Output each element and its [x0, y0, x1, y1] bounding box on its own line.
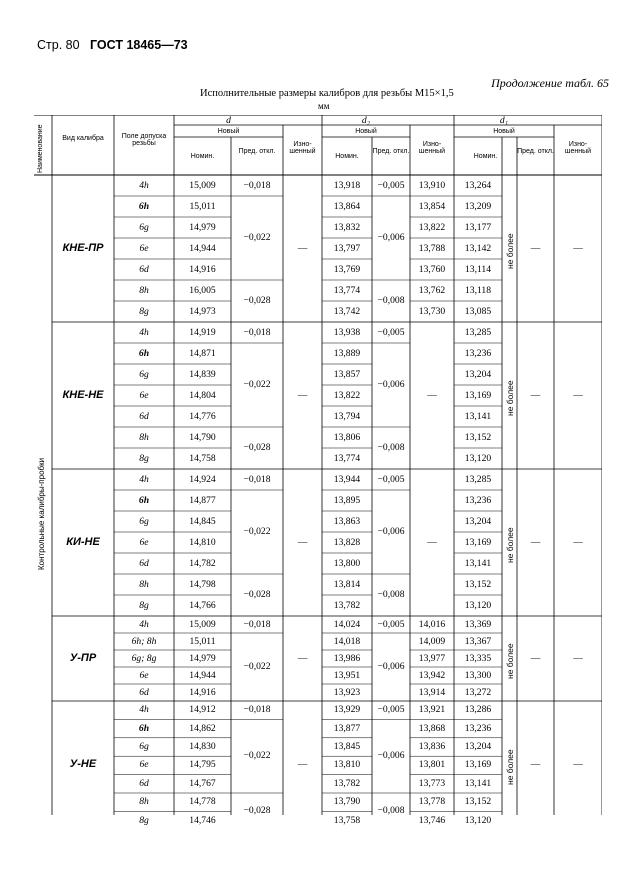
- d1-nominal-cell: 13,204: [464, 368, 492, 380]
- d1-nominal-cell: 13,085: [464, 305, 492, 317]
- d-nominal-cell: 14,839: [189, 368, 216, 380]
- d-nominal-cell: 14,766: [189, 599, 216, 611]
- d-worn-dash: —: [297, 759, 308, 771]
- d2-nominal-cell: 13,782: [333, 777, 361, 789]
- d1-max-note: не более: [505, 749, 515, 786]
- d1-max-note: не более: [505, 526, 515, 563]
- d2-worn-cell: 13,977: [418, 652, 446, 664]
- d1-nominal-cell: 13,114: [464, 263, 492, 275]
- section-label: Контрольные калибры-пробки: [37, 457, 46, 570]
- d-nominal-cell: 14,862: [189, 722, 216, 734]
- d2-nominal-cell: 13,923: [333, 686, 361, 698]
- d2-deviation-cell: −0,008: [377, 442, 405, 453]
- tolerance-cell: 6d: [139, 686, 149, 698]
- d-deviation-cell: −0,018: [243, 704, 271, 716]
- d-nominal-cell: 14,795: [189, 759, 216, 771]
- d-nominal-cell: 14,979: [189, 221, 216, 233]
- d2-deviation-cell: −0,005: [377, 618, 405, 630]
- d1-nominal-cell: 13,236: [464, 494, 492, 506]
- d-nominal-cell: 14,979: [189, 652, 216, 664]
- d2-deviation-cell: −0,006: [377, 661, 405, 672]
- d1-nominal-cell: 13,335: [464, 652, 492, 664]
- d2-worn-cell: 14,016: [418, 618, 446, 630]
- tolerance-cell: 4h: [139, 473, 149, 485]
- d-worn-dash: —: [297, 389, 308, 401]
- tolerance-cell: 6h: [138, 494, 150, 506]
- d1-worn-dash: —: [573, 652, 583, 664]
- tolerance-cell: 4h: [139, 618, 149, 630]
- d2-nominal-cell: 13,857: [333, 368, 361, 380]
- d2-worn-cell: 13,910: [418, 179, 446, 191]
- d-nominal-cell: 14,924: [189, 473, 216, 485]
- d-nominal-cell: 14,790: [189, 431, 216, 443]
- d1-nominal-cell: 13,169: [464, 536, 492, 548]
- tolerance-cell: 4h: [139, 704, 149, 716]
- d1-nominal-cell: 13,141: [464, 777, 492, 789]
- d-nominal-cell: 15,011: [189, 635, 216, 647]
- d-nominal-cell: 14,804: [189, 389, 216, 401]
- page-header-left: [37, 38, 188, 52]
- d2-nominal-cell: 13,790: [333, 796, 361, 808]
- tolerance-cell: 6e: [139, 669, 149, 681]
- column-header-nominal-2: Номин.: [473, 153, 498, 160]
- d2-nominal-cell: 13,782: [333, 599, 361, 611]
- d1-nominal-cell: 13,169: [464, 759, 492, 771]
- d2-worn-cell: 13,921: [418, 704, 446, 716]
- column-header-d2: d₂: [361, 115, 371, 126]
- d2-nominal-cell: 14,024: [333, 618, 361, 630]
- d2-deviation-cell: −0,006: [377, 379, 405, 390]
- d2-nominal-cell: 13,864: [333, 200, 361, 212]
- d2-worn-cell: 13,836: [418, 741, 446, 752]
- d1-deviation-dash: —: [530, 242, 541, 254]
- d-nominal-cell: 14,746: [189, 814, 216, 826]
- d2-nominal-cell: 13,929: [333, 704, 361, 716]
- tolerance-cell: 6e: [139, 759, 149, 771]
- d-nominal-cell: 14,877: [189, 494, 216, 506]
- d-nominal-cell: 14,944: [189, 669, 216, 681]
- d1-nominal-cell: 13,152: [464, 796, 492, 808]
- d2-worn-cell: 13,868: [418, 722, 446, 734]
- d2-deviation-cell: −0,006: [377, 526, 405, 537]
- d2-worn-cell: 13,762: [418, 284, 446, 296]
- d-deviation-cell: −0,018: [243, 473, 271, 485]
- column-header-nominal-0: Номин.: [190, 153, 215, 160]
- d2-worn-cell: 13,788: [418, 242, 446, 254]
- tolerance-cell: 8h: [139, 796, 149, 808]
- d-nominal-cell: 14,798: [189, 578, 216, 590]
- column-header-d-new: Новый: [217, 128, 240, 135]
- d2-nominal-cell: 13,828: [333, 536, 361, 548]
- tolerance-cell: 6d: [139, 557, 149, 569]
- d-nominal-cell: 14,778: [189, 796, 216, 808]
- d2-nominal-cell: 13,986: [333, 652, 361, 664]
- d2-worn-dash: —: [427, 389, 437, 401]
- d-nominal-cell: 14,916: [189, 686, 216, 698]
- d1-nominal-cell: 13,120: [464, 599, 492, 611]
- d2-worn-cell: 13,778: [418, 796, 446, 808]
- d2-deviation-cell: −0,005: [377, 326, 405, 338]
- d-deviation-cell: −0,022: [243, 750, 271, 762]
- tolerance-cell: 8g: [139, 452, 149, 464]
- d-worn-dash: —: [297, 242, 308, 254]
- d-deviation-cell: −0,022: [243, 661, 271, 672]
- column-header-d2-new: Новый: [355, 128, 377, 135]
- d2-deviation-cell: −0,008: [377, 589, 405, 600]
- d2-nominal-cell: 13,938: [333, 326, 361, 338]
- d1-nominal-cell: 13,236: [464, 722, 492, 734]
- d2-worn-cell: 13,730: [418, 305, 446, 317]
- tolerance-cell: 6h: [138, 347, 150, 359]
- d2-nominal-cell: 13,774: [333, 452, 361, 464]
- tolerance-cell: 6g: [139, 515, 149, 527]
- d2-nominal-cell: 13,918: [333, 179, 361, 191]
- d2-deviation-cell: −0,008: [377, 805, 405, 817]
- d2-deviation-cell: −0,005: [377, 704, 405, 716]
- d1-worn-dash: —: [573, 759, 583, 771]
- d1-deviation-dash: —: [530, 536, 541, 548]
- column-header-name: Наименование: [37, 124, 44, 173]
- d2-worn-cell: 13,801: [418, 759, 446, 771]
- d2-nominal-cell: 13,895: [333, 494, 361, 506]
- d2-deviation-cell: −0,008: [377, 295, 405, 306]
- d2-worn-cell: 13,854: [418, 200, 446, 212]
- d2-nominal-cell: 13,769: [333, 263, 361, 275]
- column-header-deviation-2: Пред. откл.: [517, 148, 554, 155]
- d1-max-note: не более: [505, 642, 515, 679]
- units-label: мм: [318, 101, 330, 111]
- tolerance-cell: 6e: [139, 389, 149, 401]
- d2-nominal-cell: 13,889: [333, 347, 361, 359]
- d2-worn-cell: 13,822: [418, 221, 446, 233]
- d1-nominal-cell: 13,141: [464, 410, 492, 422]
- page-label: Стр. 80: [37, 38, 80, 52]
- d1-nominal-cell: 13,177: [464, 221, 492, 233]
- d-deviation-cell: −0,028: [243, 295, 271, 306]
- d2-nominal-cell: 13,832: [333, 221, 361, 233]
- tolerance-cell: 6d: [139, 410, 149, 422]
- d-nominal-cell: 14,776: [189, 410, 216, 422]
- d-deviation-cell: −0,028: [243, 805, 271, 817]
- d2-nominal-cell: 13,845: [333, 741, 361, 752]
- d2-worn-cell: 13,760: [418, 263, 446, 275]
- d-deviation-cell: −0,022: [243, 526, 271, 537]
- d-worn-dash: —: [297, 652, 308, 664]
- d-nominal-cell: 14,767: [189, 777, 216, 789]
- d2-nominal-cell: 13,951: [333, 669, 361, 681]
- tolerance-cell: 8h: [139, 431, 149, 443]
- d-nominal-cell: 14,871: [189, 347, 216, 359]
- group-name: У-НЕ: [69, 758, 97, 771]
- d2-nominal-cell: 13,814: [333, 578, 361, 590]
- d-worn-dash: —: [297, 536, 308, 548]
- d-nominal-cell: 14,810: [189, 536, 216, 548]
- standard-number: ГОСТ 18465—73: [89, 38, 188, 52]
- tolerance-cell: 6g: [139, 741, 149, 752]
- tolerance-cell: 6h: [138, 722, 150, 734]
- d-nominal-cell: 14,912: [189, 704, 216, 716]
- tolerance-cell: 8h: [139, 578, 149, 590]
- d2-nominal-cell: 13,794: [333, 410, 361, 422]
- d1-nominal-cell: 13,204: [464, 741, 492, 752]
- d1-nominal-cell: 13,209: [464, 200, 492, 212]
- d-nominal-cell: 14,916: [189, 263, 216, 275]
- d-nominal-cell: 14,782: [189, 557, 216, 569]
- tolerance-cell: 4h: [139, 179, 149, 191]
- d1-nominal-cell: 13,264: [464, 179, 492, 191]
- table-title: Исполнительные размеры калибров для резьбы М15×1,5: [200, 88, 454, 99]
- d2-deviation-cell: −0,006: [377, 232, 405, 243]
- d1-nominal-cell: 13,236: [464, 347, 492, 359]
- d-nominal-cell: 15,011: [189, 200, 216, 212]
- d1-nominal-cell: 13,285: [464, 326, 492, 338]
- d2-nominal-cell: 13,774: [333, 284, 361, 296]
- tolerance-cell: 6e: [139, 536, 149, 548]
- d-nominal-cell: 15,009: [189, 618, 216, 630]
- d1-worn-dash: —: [573, 242, 583, 254]
- d1-nominal-cell: 13,169: [464, 389, 492, 401]
- d-nominal-cell: 14,973: [189, 305, 216, 317]
- column-header-d1: d₁: [499, 115, 509, 126]
- d2-worn-cell: 14,009: [418, 635, 446, 647]
- d1-nominal-cell: 13,141: [464, 557, 492, 569]
- d2-worn-cell: 13,914: [418, 686, 446, 698]
- d1-nominal-cell: 13,272: [464, 686, 492, 698]
- d-nominal-cell: 14,758: [189, 452, 216, 464]
- d-deviation-cell: −0,022: [243, 379, 271, 390]
- column-header-nominal-1: Номин.: [335, 153, 359, 160]
- group-name: КИ-НЕ: [66, 535, 100, 548]
- d-deviation-cell: −0,028: [243, 442, 271, 453]
- continuation-label: Продолжение табл. 65: [491, 76, 609, 90]
- d2-nominal-cell: 13,797: [333, 242, 361, 254]
- tolerance-cell: 8h: [139, 284, 149, 296]
- tolerance-cell: 6g; 8g: [131, 652, 157, 664]
- d2-nominal-cell: 13,810: [333, 759, 361, 771]
- d1-max-note: не более: [505, 379, 515, 416]
- column-header-worn-1: Изно-шенный: [418, 141, 446, 155]
- d-nominal-cell: 14,919: [189, 326, 216, 338]
- d-deviation-cell: −0,018: [243, 618, 271, 630]
- d1-nominal-cell: 13,367: [464, 635, 492, 647]
- tolerance-cell: 6d: [139, 263, 149, 275]
- column-header-tolerance: Поле допуска резьбы: [121, 133, 167, 147]
- d-deviation-cell: −0,018: [243, 179, 271, 191]
- d1-deviation-dash: —: [530, 652, 541, 664]
- column-header-kind: Вид калибра: [62, 135, 104, 142]
- d1-nominal-cell: 13,204: [464, 515, 492, 527]
- d2-deviation-cell: −0,005: [377, 473, 405, 485]
- d-nominal-cell: 15,009: [189, 179, 216, 191]
- d2-worn-cell: 13,773: [418, 777, 446, 789]
- d-nominal-cell: 14,944: [189, 242, 216, 254]
- d2-nominal-cell: 13,944: [333, 473, 361, 485]
- d2-deviation-cell: −0,006: [377, 750, 405, 762]
- tolerance-cell: 6e: [139, 242, 149, 254]
- column-header-d: d: [226, 115, 231, 126]
- tolerance-cell: 8g: [139, 305, 149, 317]
- d2-worn-cell: 13,746: [418, 814, 446, 826]
- tolerance-cell: 6h: [138, 200, 150, 212]
- d2-nominal-cell: 13,877: [333, 722, 361, 734]
- d1-nominal-cell: 13,120: [464, 452, 492, 464]
- column-header-deviation-1: Пред. откл.: [372, 148, 410, 155]
- d2-nominal-cell: 13,863: [333, 515, 361, 527]
- d-nominal-cell: 14,830: [189, 741, 216, 752]
- d1-max-note: не более: [505, 232, 515, 269]
- d2-nominal-cell: 14,018: [333, 635, 361, 647]
- column-header-worn-2: Изно-шенный: [564, 141, 592, 155]
- tolerance-cell: 8g: [139, 814, 149, 826]
- d1-deviation-dash: —: [530, 759, 541, 771]
- tolerance-cell: 6g: [139, 368, 149, 380]
- d2-nominal-cell: 13,758: [333, 814, 361, 826]
- d1-nominal-cell: 13,286: [464, 704, 492, 716]
- tolerance-cell: 8g: [139, 599, 149, 611]
- d2-nominal-cell: 13,822: [333, 389, 361, 401]
- d2-nominal-cell: 13,806: [333, 431, 361, 443]
- column-header-worn-0: Изно-шенный: [289, 141, 316, 155]
- tolerance-cell: 6d: [139, 777, 149, 789]
- tolerance-cell: 6h; 8h: [131, 635, 157, 647]
- d-deviation-cell: −0,028: [243, 589, 271, 600]
- d1-nominal-cell: 13,300: [464, 669, 492, 681]
- d1-nominal-cell: 13,285: [464, 473, 492, 485]
- d-nominal-cell: 16,005: [189, 284, 216, 296]
- column-header-deviation-0: Пред. откл.: [238, 148, 276, 155]
- d2-worn-dash: —: [427, 536, 437, 548]
- d1-nominal-cell: 13,152: [464, 578, 492, 590]
- d2-deviation-cell: −0,005: [377, 179, 405, 191]
- d-nominal-cell: 14,845: [189, 515, 216, 527]
- d-deviation-cell: −0,022: [243, 232, 271, 243]
- d1-nominal-cell: 13,118: [464, 284, 492, 296]
- d1-nominal-cell: 13,369: [464, 618, 492, 630]
- d2-nominal-cell: 13,742: [333, 305, 361, 317]
- d1-worn-dash: —: [573, 536, 583, 548]
- group-name: КНЕ-НЕ: [62, 388, 104, 401]
- d2-nominal-cell: 13,800: [333, 557, 361, 569]
- column-header-d1-new: Новый: [493, 128, 515, 135]
- d-deviation-cell: −0,018: [243, 326, 271, 338]
- d1-nominal-cell: 13,120: [464, 814, 492, 826]
- d1-worn-dash: —: [573, 389, 583, 401]
- group-name: КНЕ-ПР: [62, 241, 104, 254]
- d1-deviation-dash: —: [530, 389, 541, 401]
- d1-nominal-cell: 13,152: [464, 431, 492, 443]
- d2-worn-cell: 13,942: [418, 669, 446, 681]
- group-name: У-ПР: [69, 651, 97, 664]
- tolerance-cell: 4h: [139, 326, 149, 338]
- tolerance-cell: 6g: [139, 221, 149, 233]
- d1-nominal-cell: 13,142: [464, 242, 492, 254]
- dimensions-table: [34, 115, 602, 826]
